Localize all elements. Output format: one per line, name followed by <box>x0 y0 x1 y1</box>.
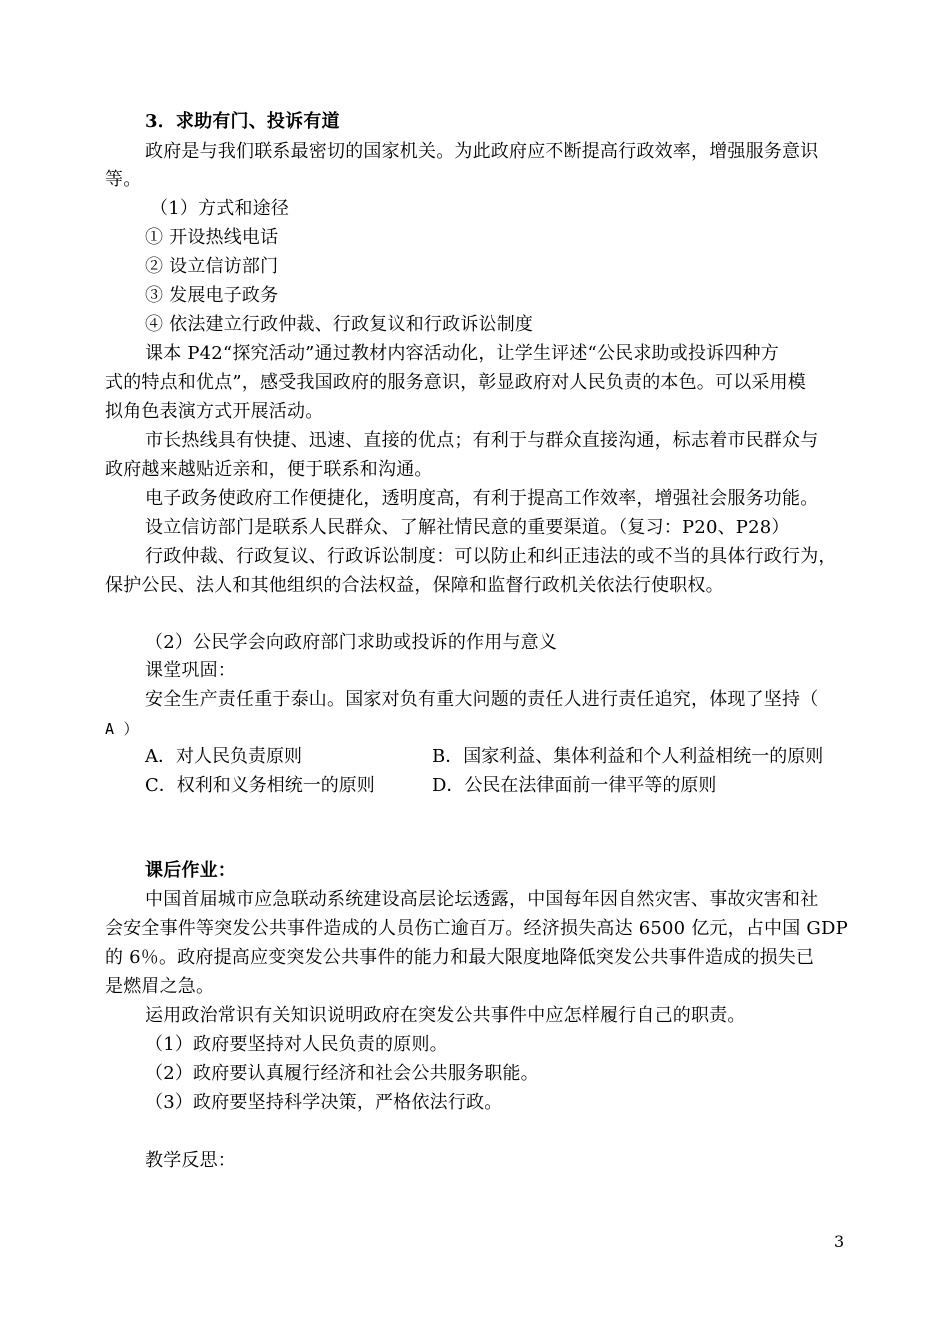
reflection-label: 教学反思： <box>145 1150 236 1171</box>
homework-line-4: 是燃眉之急。 <box>105 976 215 997</box>
admin-line-1: 行政仲裁、行政复议、行政诉讼制度：可以防止和纠正违法的或不当的具体行政行为， <box>145 546 837 567</box>
methods-heading: （1）方式和途径 <box>150 198 290 219</box>
homework-task: 运用政治常识有关知识说明政府在突发公共事件中应怎样履行自己的职责。 <box>145 1005 746 1026</box>
option-b: B．国家利益、集体利益和个人利益相统一的原则 <box>432 746 824 767</box>
homework-answer-3: （3）政府要坚持科学决策，严格依法行政。 <box>145 1092 503 1113</box>
intro-line-2: 等。 <box>105 169 142 190</box>
homework-line-2: 会安全事件等突发公共事件造成的人员伤亡逾百万。经济损失高达 6500 亿元，占中国 GDP <box>105 918 848 939</box>
activity-line-3: 拟角色表演方式开展活动。 <box>105 401 324 422</box>
method-item-1: ① 开设热线电话 <box>145 227 279 248</box>
homework-answer-1: （1）政府要坚持对人民负责的原则。 <box>145 1034 448 1055</box>
activity-line-1: 课本 P42“探究活动”通过教材内容活动化，让学生评述“公民求助或投诉四种方 <box>145 343 779 364</box>
admin-line-2: 保护公民、法人和其他组织的合法权益，保障和监督行政机关依法行使职权。 <box>105 575 724 596</box>
significance-heading: （2）公民学会向政府部门求助或投诉的作用与意义 <box>145 632 558 653</box>
homework-answer-2: （2）政府要认真履行经济和社会公共服务职能。 <box>145 1063 539 1084</box>
method-item-3: ③ 发展电子政务 <box>145 285 279 306</box>
egov-paragraph: 电子政务使政府工作便捷化，透明度高，有利于提高工作效率，增强社会服务功能。 <box>145 488 819 509</box>
method-item-4: ④ 依法建立行政仲裁、行政复议和行政诉讼制度 <box>145 314 534 335</box>
homework-line-1: 中国首届城市应急联动系统建设高层论坛透露，中国每年因自然灾害、事故灾害和社 <box>145 889 819 910</box>
practice-label: 课堂巩固： <box>145 660 236 681</box>
hotline-line-1: 市长热线具有快捷、迅速、直接的优点；有利于与群众直接沟通，标志着市民群众与 <box>145 430 819 451</box>
hotline-line-2: 政府越来越贴近亲和，便于联系和沟通。 <box>105 459 433 480</box>
section-title: 3．求助有门、投诉有道 <box>145 111 340 132</box>
option-d: D．公民在法律面前一律平等的原则 <box>432 775 717 796</box>
petition-paragraph: 设立信访部门是联系人民群众、了解社情民意的重要渠道。（复习：P20、P28） <box>145 517 790 538</box>
option-c: C．权利和义务相统一的原则 <box>145 775 375 796</box>
homework-line-3: 的 6％。政府提高应变突发公共事件的能力和最大限度地降低突发公共事件造成的损失已 <box>105 947 815 968</box>
intro-line-1: 政府是与我们联系最密切的国家机关。为此政府应不断提高行政效率，增强服务意识 <box>145 141 819 162</box>
activity-line-2: 式的特点和优点”，感受我国政府的服务意识，彰显政府对人民负责的本色。可以采用模 <box>105 372 806 393</box>
question-answer: A ） <box>105 720 139 738</box>
option-a: A．对人民负责原则 <box>145 746 302 767</box>
page-number: 3 <box>834 1232 845 1251</box>
homework-heading: 课后作业： <box>145 860 236 881</box>
method-item-2: ② 设立信访部门 <box>145 256 279 277</box>
question-line-1: 安全生产责任重于泰山。国家对负有重大问题的责任人进行责任追究，体现了坚持（ <box>145 689 819 710</box>
